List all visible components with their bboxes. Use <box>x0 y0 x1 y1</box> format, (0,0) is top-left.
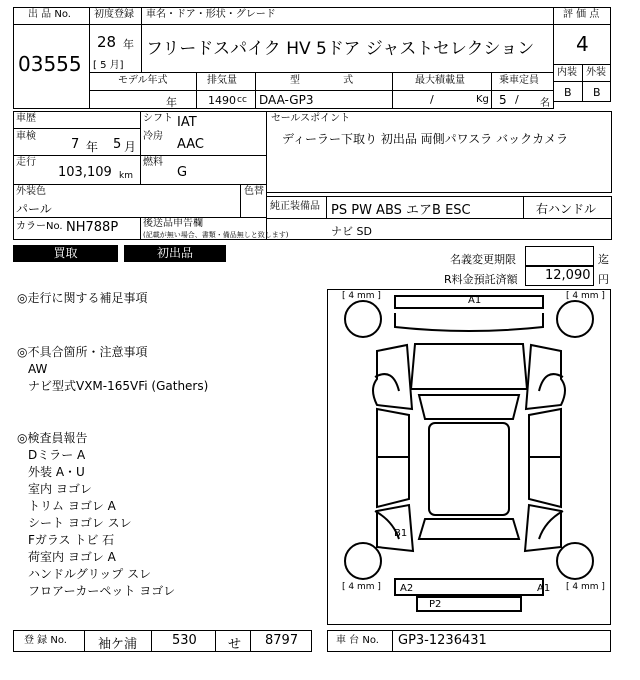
damage-mark-a1-rear: A1 <box>537 583 551 594</box>
defect-item: ナビ型式VXM-165VFi (Gathers) <box>28 379 209 393</box>
equipment-label: 純正装備品 <box>270 201 320 212</box>
car-outline-diagram <box>327 289 611 625</box>
name-change-box <box>525 246 594 266</box>
displacement-unit: cc <box>237 95 247 105</box>
color-no-label: カラーNo. <box>16 221 63 232</box>
recycle-unit: 円 <box>598 273 609 286</box>
chassis-number: GP3-1236431 <box>398 633 487 648</box>
tire-depth-rear-right: [ 4 mm ] <box>566 582 605 592</box>
inspector-item: 室内 ヨゴレ <box>28 482 92 496</box>
interior-label: 内装 <box>557 67 577 78</box>
inspector-item: Dミラー A <box>28 448 86 462</box>
capacity: 5 <box>499 93 507 107</box>
defects-title: ◎不具合箇所・注意事項 <box>17 345 148 359</box>
first-reg-label: 初度登録 <box>94 9 134 20</box>
lot-number: 03555 <box>18 52 82 76</box>
mileage: 103,109 <box>58 165 112 180</box>
car-name-label: 車名・ドア・形状・グレード <box>146 9 276 20</box>
color: パール <box>16 202 52 216</box>
interior-grade: B <box>564 86 572 99</box>
inspection-year-unit: 年 <box>86 140 99 154</box>
load-label: 最大積載量 <box>415 75 465 86</box>
capacity-slash: / <box>515 93 519 106</box>
name-change-suffix: 迄 <box>598 253 609 266</box>
grade-value: 4 <box>576 32 589 56</box>
chassis-label: 車 台 No. <box>336 635 379 646</box>
defects-list <box>28 361 208 395</box>
inspector-title: ◎検査員報告 <box>17 431 88 445</box>
exterior-grade: B <box>593 86 601 99</box>
mileage-unit: km <box>119 171 133 181</box>
inspector-item: シート ヨゴレ スレ <box>28 516 132 530</box>
reg-month: [ 5 月] <box>93 60 124 71</box>
inspection-year: 7 <box>71 137 80 152</box>
inspection-label: 車検 <box>16 131 36 142</box>
handle: 右ハンドル <box>536 202 597 216</box>
tire-depth-rear-left: [ 4 mm ] <box>342 582 381 592</box>
damage-mark-p2: P2 <box>429 599 442 610</box>
grade-label: 評 価 点 <box>563 9 600 20</box>
displacement-label: 排気量 <box>207 75 237 86</box>
damage-mark-a2: A2 <box>400 583 414 594</box>
car-name: フリードスパイク HV 5ドア ジャストセレクション <box>146 39 535 59</box>
model-type: DAA-GP3 <box>259 93 314 107</box>
inspector-list <box>28 447 175 600</box>
recycle-value: 12,090 <box>545 268 591 283</box>
ac-label: 冷房 <box>143 131 163 142</box>
ac: AAC <box>177 137 204 152</box>
load-slash: / <box>430 93 434 106</box>
damage-mark-b1: B1 <box>394 528 408 539</box>
history-label: 車歴 <box>16 113 36 124</box>
fuel-label: 燃料 <box>143 157 163 168</box>
type-label: 型 式 <box>290 75 354 86</box>
lot-label: 出 品 No. <box>28 9 71 20</box>
defect-item: AW <box>28 362 48 376</box>
sales-point: ディーラー下取り 初出品 両側パワスラ バックカメラ <box>282 132 569 146</box>
name-change-label: 名義変更期限 <box>450 253 516 266</box>
model-year-unit: 年 <box>166 96 177 109</box>
mileage-label: 走行 <box>16 157 36 168</box>
buy-bar: 買取 <box>13 245 118 262</box>
equipment: PS PW ABS エアB ESC <box>331 203 471 218</box>
registration-area: 袖ケ浦 <box>98 637 138 652</box>
tire-depth-front-right: [ 4 mm ] <box>566 291 605 301</box>
fuel: G <box>177 165 188 180</box>
reg-year: 28 <box>97 33 117 51</box>
first-listing-bar: 初出品 <box>124 245 226 262</box>
registration-label: 登 録 No. <box>24 635 67 646</box>
inspector-item: 荷室内 ヨゴレ A <box>28 550 116 564</box>
sales-point-label: セールスポイント <box>271 113 351 124</box>
driving-notes-title: ◎走行に関する補足事項 <box>17 291 148 305</box>
recycle-label: R料金預託済額 <box>444 273 518 286</box>
shift-label: シフト <box>143 113 173 124</box>
inspection-month-unit: 月 <box>124 140 137 154</box>
reg-year-unit: 年 <box>123 38 134 51</box>
damage-mark-a1-front: A1 <box>468 295 482 306</box>
model-year-label: モデル年式 <box>118 75 168 86</box>
inspector-item: フロアーカーペット ヨゴレ <box>28 584 176 598</box>
registration-kana: せ <box>228 637 242 652</box>
inspection-month: 5 <box>113 137 122 152</box>
exterior-label: 外装 <box>586 67 606 78</box>
shift: IAT <box>177 115 197 130</box>
displacement: 1490 <box>208 94 236 107</box>
aftermarket-label: 後送品申告欄 <box>143 218 203 229</box>
tire-depth-front-left: [ 4 mm ] <box>342 291 381 301</box>
registration-number: 8797 <box>265 633 299 648</box>
capacity-label: 乗車定員 <box>499 75 539 86</box>
inspector-item: ハンドルグリップ スレ <box>28 567 152 581</box>
capacity-unit: 名 <box>540 98 550 109</box>
aftermarket-note: (記載が無い場合、書類・備品無しと致します) <box>143 231 289 239</box>
load-unit: Kg <box>476 94 489 105</box>
color-change-label: 色替 <box>244 186 264 197</box>
inspector-item: Fガラス トビ 石 <box>28 533 115 547</box>
nav: ナビ SD <box>331 225 372 238</box>
inspector-item: トリム ヨゴレ A <box>28 499 116 513</box>
color-no: NH788P <box>66 220 119 235</box>
inspector-item: 外装 A・U <box>28 465 85 479</box>
registration-class: 530 <box>172 633 197 648</box>
color-label: 外装色 <box>16 186 46 197</box>
